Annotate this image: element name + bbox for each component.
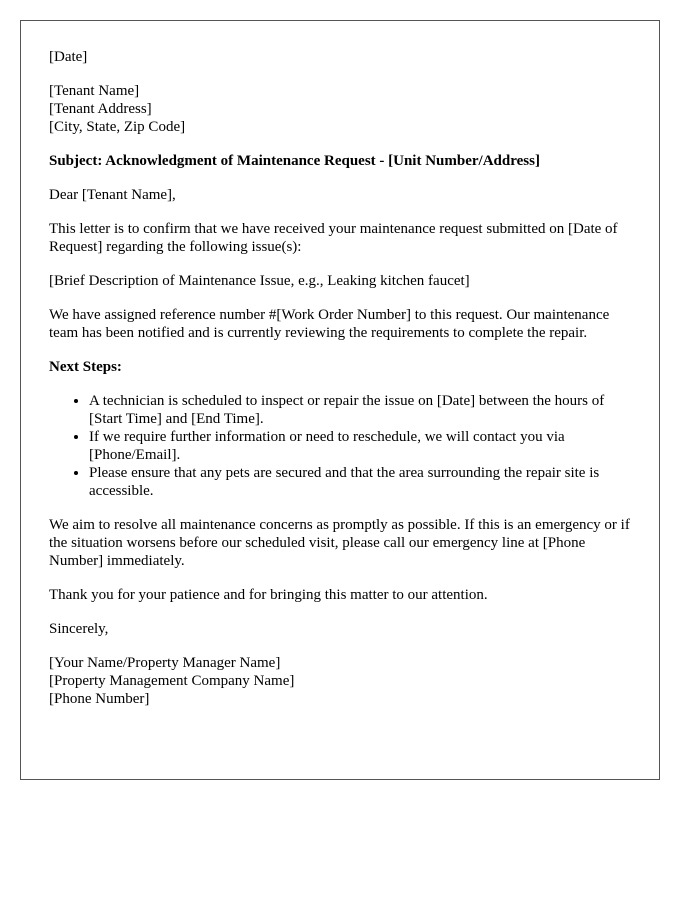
letter-page bbox=[20, 20, 660, 780]
reference-paragraph: We have assigned reference number #[Work Order Number] to this request. Our maintenance team has been notified and is currently reviewing the requirements to complete the repair. bbox=[49, 307, 610, 341]
letter-salutation: Dear [Tenant Name], bbox=[49, 187, 176, 203]
recipient-name: [Tenant Name] bbox=[49, 83, 140, 99]
signature-name: [Your Name/Property Manager Name] bbox=[49, 655, 281, 671]
letter-closing: Sincerely, bbox=[49, 621, 109, 637]
intro-paragraph: This letter is to confirm that we have received your maintenance request submitted on [Date of Request] regarding the following issue(s): bbox=[49, 221, 618, 255]
letter-date: [Date] bbox=[49, 49, 88, 65]
resolve-paragraph: We aim to resolve all maintenance concerns as promptly as possible. If this is an emergency or if the situation worsens before our scheduled visit, please call our emergency line at [Phone Number] immediately. bbox=[49, 517, 630, 569]
letter-subject: Subject: Acknowledgment of Maintenance Request - [Unit Number/Address] bbox=[49, 153, 540, 169]
list-item: • Please ensure that any pets are secured and that the area surrounding the repair site is accessible. bbox=[89, 464, 631, 500]
recipient-address: [Tenant Address] bbox=[49, 101, 152, 117]
next-steps-heading: Next Steps: bbox=[49, 359, 122, 375]
recipient-city-state-zip: [City, State, Zip Code] bbox=[49, 119, 186, 135]
list-item: • A technician is scheduled to inspect or repair the issue on [Date] between the hours of [Start Time] and [End Time]. bbox=[89, 392, 631, 428]
issue-description: [Brief Description of Maintenance Issue, e.g., Leaking kitchen faucet] bbox=[49, 273, 470, 289]
recipient-block bbox=[49, 82, 631, 136]
next-steps-list bbox=[49, 392, 631, 500]
signature-phone: [Phone Number] bbox=[49, 691, 150, 707]
list-item: • If we require further information or need to reschedule, we will contact you via [Phone/Email]. bbox=[89, 428, 631, 464]
signature-company: [Property Management Company Name] bbox=[49, 673, 295, 689]
thanks-paragraph: Thank you for your patience and for bringing this matter to our attention. bbox=[49, 587, 488, 603]
signature-block bbox=[49, 654, 631, 708]
